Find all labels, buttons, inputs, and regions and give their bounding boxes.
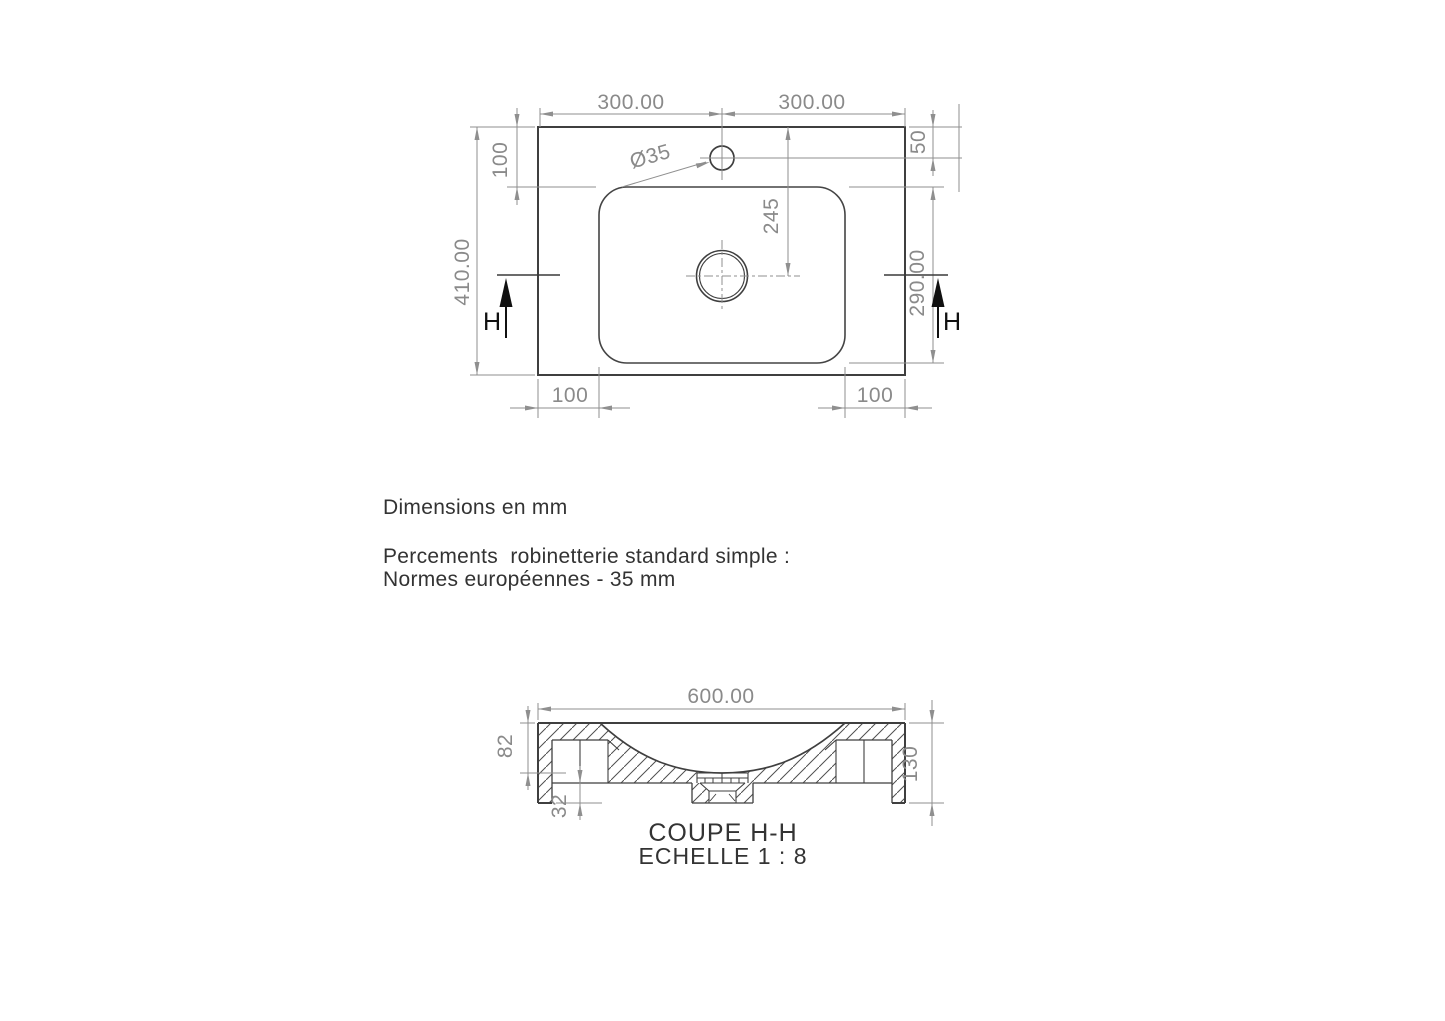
section-extension-lines	[520, 703, 944, 803]
basin-outline	[599, 187, 845, 363]
dim-100-bottom-left: 100	[551, 384, 589, 407]
section-title: COUPE H-H	[648, 819, 798, 847]
section-scale: ECHELLE 1 : 8	[638, 843, 808, 869]
note-standard: Normes européennes - 35 mm	[383, 568, 676, 591]
note-units: Dimensions en mm	[383, 496, 568, 519]
plan-extension-lines	[470, 104, 962, 418]
dim-130: 130	[899, 745, 922, 783]
dim-410: 410.00	[451, 238, 474, 306]
dim-100-top-left: 100	[489, 141, 512, 179]
dim-100-bottom-right: 100	[856, 384, 894, 407]
dim-245: 245	[760, 197, 783, 235]
dim-50: 50	[907, 129, 930, 155]
section-dimension-lines	[528, 700, 932, 826]
note-drilling: Percements robinetterie standard simple :	[383, 545, 791, 568]
section-view	[494, 685, 944, 869]
section-arrow-left	[500, 278, 513, 307]
notes-block	[383, 496, 790, 591]
dim-300-left: 300.00	[597, 91, 665, 114]
section-marker-right-label: H	[942, 308, 962, 336]
plan-view	[451, 91, 962, 418]
dim-290: 290.00	[906, 249, 929, 317]
section-marker-left-label: H	[482, 308, 502, 336]
dim-faucet-diameter: Ø35	[627, 140, 674, 174]
dim-82: 82	[494, 733, 517, 759]
dim-32: 32	[548, 793, 571, 819]
dim-600: 600.00	[687, 685, 755, 708]
dim-300-right: 300.00	[778, 91, 846, 114]
